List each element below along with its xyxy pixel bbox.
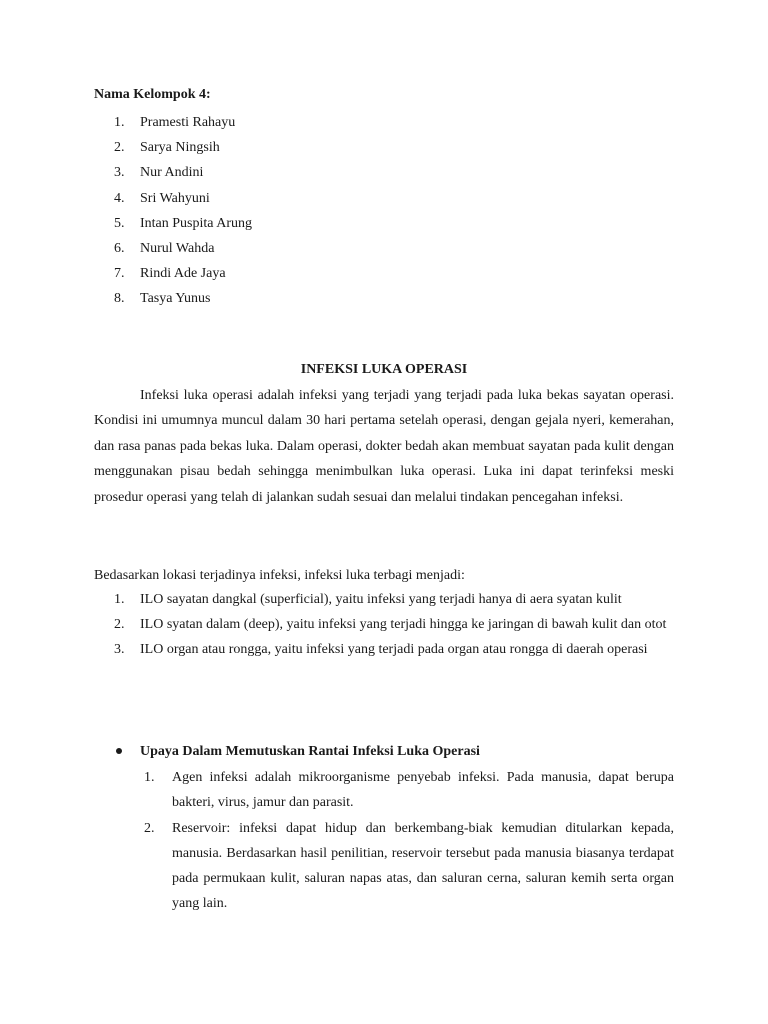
- list-number: 3.: [114, 642, 125, 658]
- list-number: 5.: [114, 215, 125, 231]
- classification-lead: Bedasarkan lokasi terjadinya infeksi, infeksi luka terbagi menjadi:: [94, 568, 465, 583]
- list-item-text: ILO syatan dalam (deep), yaitu infeksi yang terjadi hingga ke jaringan di bawah kulit dan otot: [140, 617, 667, 633]
- members-heading: Nama Kelompok 4:: [94, 87, 211, 102]
- list-item: [94, 587, 674, 612]
- list-item: [94, 637, 674, 662]
- member-name: Rindi Ade Jaya: [140, 266, 226, 282]
- list-item: [94, 612, 674, 637]
- chain-heading: Upaya Dalam Memutuskan Rantai Infeksi Luka Operasi: [140, 744, 480, 759]
- bullet-icon: [116, 748, 122, 754]
- list-number: 1.: [114, 115, 125, 130]
- list-item-text: ILO organ atau rongga, yaitu infeksi yang terjadi pada organ atau rongga di daerah operasi: [140, 642, 648, 658]
- chain-section: [94, 739, 674, 917]
- list-number: 4.: [114, 190, 125, 206]
- list-number: 3.: [114, 165, 125, 181]
- classification-list: [94, 587, 674, 663]
- document-title: INFEKSI LUKA OPERASI: [300, 362, 468, 377]
- list-item: [94, 816, 674, 917]
- list-number: 7.: [114, 266, 125, 282]
- member-name: Tasya Yunus: [140, 291, 211, 307]
- list-number: 1.: [114, 592, 125, 607]
- list-number: 2.: [114, 140, 125, 156]
- list-number: 1.: [144, 770, 155, 785]
- list-item: [94, 765, 674, 816]
- member-name: Pramesti Rahayu: [140, 115, 236, 130]
- list-item-text: Reservoir: infeksi dapat hidup dan berkembang-biak kemudian ditularkan kepada, manusia. Berdasarkan hasil penilitian, reservoir tersebut pada manusia biasanya terdapat pada permukaan kulit, saluran napas atas, dan saluran cerna, saluran kemih serta organ yang lain.: [172, 820, 674, 912]
- intro-paragraph: Infeksi luka operasi adalah infeksi yang terjadi yang terjadi pada luka bekas sayatan operasi. Kondisi ini umumnya muncul dalam 30 hari pertama setelah operasi, dengan gejala nyeri, kemerahan, dan rasa panas pada bekas luka. Dalam operasi, dokter bedah akan membuat sayatan pada kulit dengan menggunakan pisau bedah sehingga menimbulkan luka operasi. Luka ini dapat terinfeksi meski prosedur operasi yang telah di jalankan sudah sesuai dan melalui tindakan pencegahan infeksi.: [94, 388, 674, 505]
- member-name: Intan Puspita Arung: [140, 215, 252, 231]
- list-item-text: ILO sayatan dangkal (superficial), yaitu infeksi yang terjadi hanya di aera syatan kulit: [140, 592, 622, 607]
- list-number: 8.: [114, 291, 125, 307]
- list-number: 2.: [144, 820, 155, 836]
- chain-heading-row: [94, 739, 674, 764]
- member-name: Nurul Wahda: [140, 240, 215, 256]
- list-item-text: Agen infeksi adalah mikroorganisme penyebab infeksi. Pada manusia, dapat berupa bakteri, virus, jamur dan parasit.: [172, 770, 674, 811]
- list-number: 6.: [114, 240, 125, 256]
- member-name: Sarya Ningsih: [140, 140, 220, 156]
- member-name: Nur Andini: [140, 165, 204, 181]
- list-number: 2.: [114, 617, 125, 633]
- member-name: Sri Wahyuni: [140, 190, 210, 206]
- chain-list: [94, 765, 674, 917]
